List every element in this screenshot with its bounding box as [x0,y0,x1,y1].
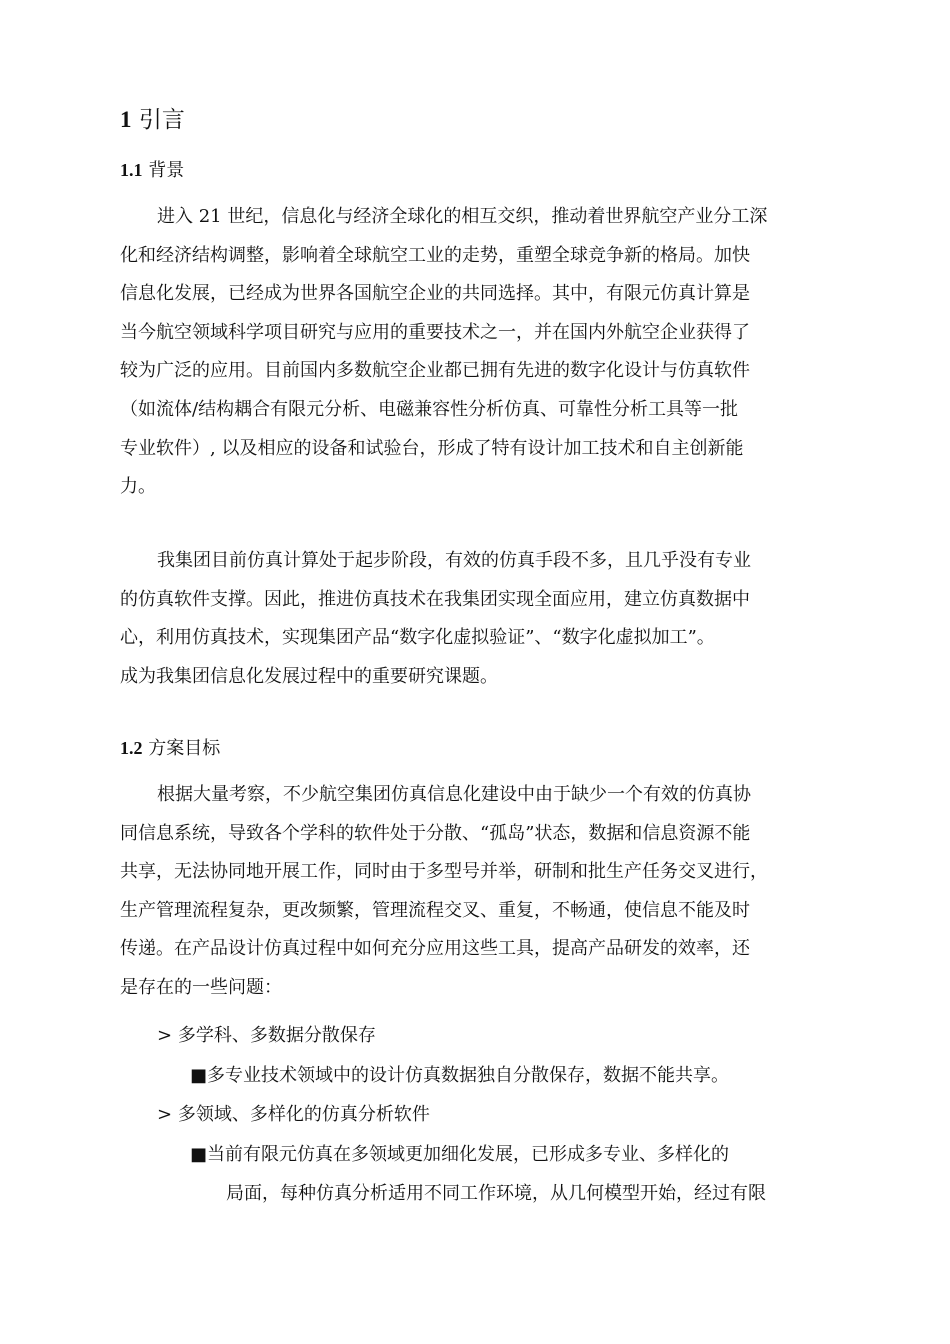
sub-bullet-continuation [226,1180,766,1208]
sub-bullet-text: 当前有限元仿真在多领域更加细化发展，已形成多专业、多样化的 [207,1144,730,1165]
bullet-item [157,1101,430,1129]
paragraph-goals [120,776,832,1008]
paragraph-line: 专业软件）, 以及相应的设备和试验台，形成了特有设计加工技术和自主创新能 [120,437,744,459]
sub-bullet-item [190,1062,729,1090]
paragraph-line: 较为广泛的应用。目前国内多数航空企业都已拥有先进的数字化设计与仿真软件 [120,360,750,382]
bullet-item [157,1022,376,1050]
arrow-bullet-icon: > [157,1104,173,1125]
paragraph-line: 生产管理流程复杂，更改频繁，管理流程交叉、重复，不畅通，使信息不能及时 [120,899,750,921]
paragraph-line: 共享，无法协同地开展工作，同时由于多型号并举，研制和批生产任务交叉进行， [120,861,768,883]
section-title: 引言 [138,107,185,133]
paragraph-line: 力。 [120,476,156,498]
paragraph-line: 同信息系统，导致各个学科的软件处于分散、“孤岛”状态，数据和信息资源不能 [120,822,751,844]
section-number: 1.2 [120,738,143,758]
paragraph-line: 是存在的一些问题： [120,976,282,998]
sub-bullet-item [190,1141,729,1169]
square-bullet-icon: ■ [190,1065,208,1086]
paragraph-line: 根据大量考察，不少航空集团仿真信息化建设中由于缺少一个有效的仿真协 [157,784,751,805]
paragraph-line: 成为我集团信息化发展过程中的重要研究课题。 [120,665,498,687]
section-heading-1-2 [120,734,220,763]
paragraph-line: 化和经济结构调整，影响着全球航空工业的走势，重塑全球竞争新的格局。加快 [120,244,750,266]
paragraph-line: 的仿真软件支撑。因此，推进仿真技术在我集团实现全面应用，建立仿真数据中 [120,588,750,610]
section-number: 1.1 [120,160,143,180]
paragraph-line: （如流体/结构耦合有限元分析、电磁兼容性分析仿真、可靠性分析工具等一批 [120,398,739,420]
section-title: 背景 [148,160,185,181]
paragraph-line: 我集团目前仿真计算处于起步阶段，有效的仿真手段不多，且几乎没有专业 [157,550,751,571]
section-number: 1 [120,107,132,132]
sub-bullet-text: 多专业技术领域中的设计仿真数据独自分散保存，数据不能共享。 [207,1065,730,1086]
bullet-text: 多领域、多样化的仿真分析软件 [177,1104,430,1125]
square-bullet-icon: ■ [190,1144,208,1165]
paragraph-line: 当今航空领域科学项目研究与应用的重要技术之一，并在国内外航空企业获得了 [120,321,750,343]
section-title: 方案目标 [148,738,221,759]
arrow-bullet-icon: > [157,1025,173,1046]
paragraph-line: 进入 21 世纪，信息化与经济全球化的相互交织，推动着世界航空产业分工深 [157,206,768,227]
paragraph-line: 心，利用仿真技术，实现集团产品“数字化虚拟验证”、“数字化虚拟加工”。 [120,627,715,649]
paragraph-line: 传递。在产品设计仿真过程中如何充分应用这些工具，提高产品研发的效率，还 [120,938,750,960]
sub-bullet-text: 局面，每种仿真分析适用不同工作环境，从几何模型开始，经过有限 [226,1183,766,1204]
section-heading-1 [120,104,185,136]
section-heading-1-1 [120,156,184,185]
paragraph-background-1 [120,198,832,507]
paragraph-line: 信息化发展，已经成为世界各国航空企业的共同选择。其中，有限元仿真计算是 [120,283,750,305]
bullet-text: 多学科、多数据分散保存 [177,1025,376,1046]
paragraph-background-2 [120,542,832,696]
